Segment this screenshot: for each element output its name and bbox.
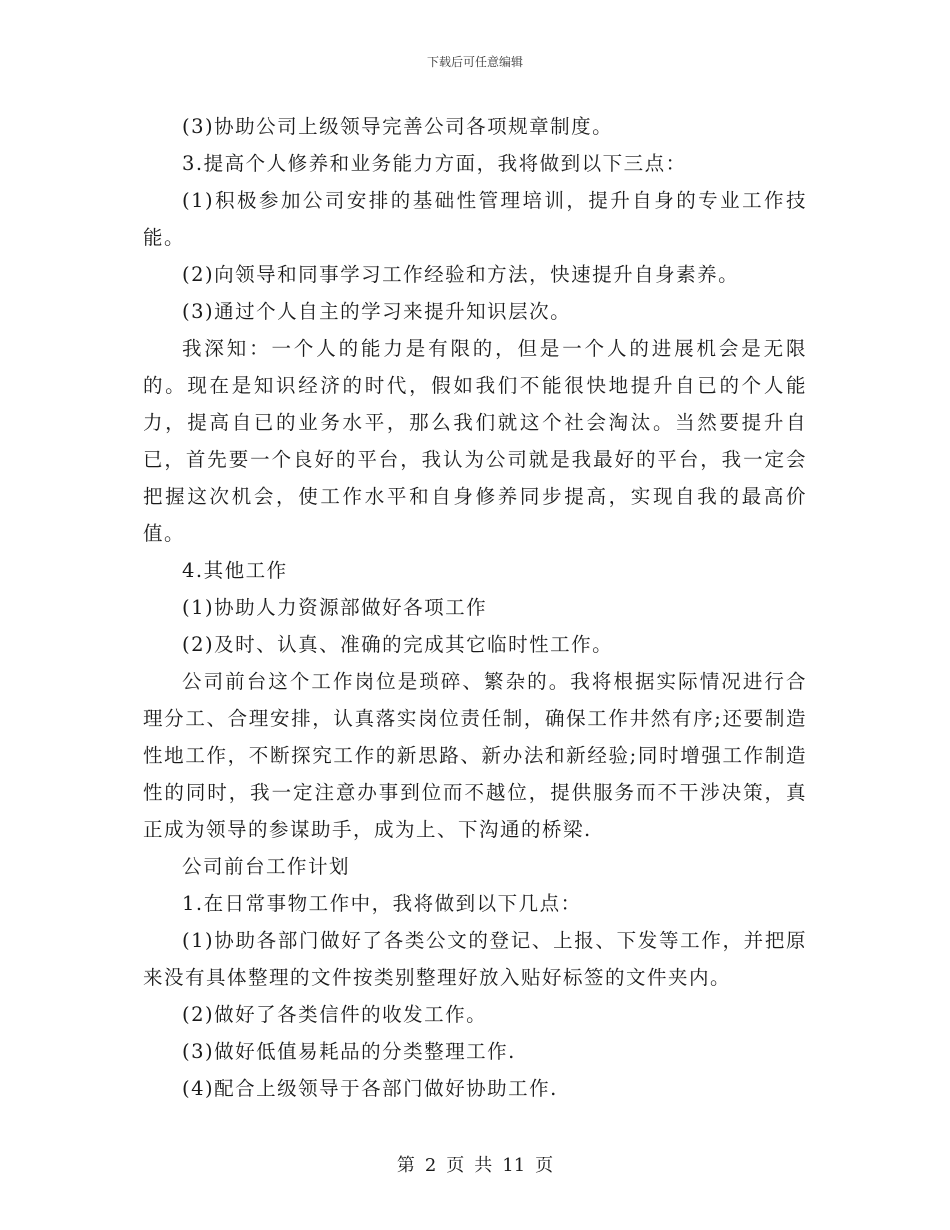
footer-total-pages: 11 xyxy=(502,1155,526,1176)
footer-label-page: 第 xyxy=(396,1155,415,1176)
paragraph: (3)协助公司上级领导完善公司各项规章制度。 xyxy=(182,115,614,138)
paragraph: (2)向领导和同事学习工作经验和方法，快速提升自身素养。 xyxy=(182,263,740,286)
paragraph: (1)协助人力资源部做好各项工作 xyxy=(182,596,488,619)
paragraph: 公司前台工作计划 xyxy=(182,855,351,878)
paragraph: (1)积极参加公司安排的基础性管理培训，提升自身的专业工作技能。 xyxy=(143,189,807,249)
page-header: 下载后可任意编辑 xyxy=(426,55,523,69)
paragraph: 1.在日常事物工作中，我将做到以下几点： xyxy=(182,892,582,915)
paragraph: (1)协助各部门做好了各类公文的登记、上报、下发等工作，并把原来没有具体整理的文件按类别整理好放入贴好标签的文件夹内。 xyxy=(143,929,807,989)
paragraph: (3)通过个人自主的学习来提升知识层次。 xyxy=(182,300,572,323)
footer-current-page: 2 xyxy=(424,1155,437,1176)
paragraph: (2)及时、认真、准确的完成其它临时性工作。 xyxy=(182,633,614,656)
footer-label-total-unit: 页 xyxy=(535,1155,554,1176)
document-body xyxy=(143,108,807,1107)
paragraph: 3.提高个人修养和业务能力方面，我将做到以下三点： xyxy=(182,152,687,175)
paragraph: (2)做好了各类信件的收发工作。 xyxy=(182,1003,488,1026)
paragraph: 我深知：一个人的能力是有限的，但是一个人的进展机会是无限的。现在是知识经济的时代，假如我们不能很快地提升自已的个人能力，提高自已的业务水平，那么我们就这个社会淘汰。当然要提升自已，首先要一个良好的平台，我认为公司就是我最好的平台，我一定会把握这次机会，使工作水平和自身修养同步提高，实现自我的最高价值。 xyxy=(143,337,807,545)
footer-label-total: 共 xyxy=(474,1155,493,1176)
paragraph: 公司前台这个工作岗位是琐碎、繁杂的。我将根据实际情况进行合理分工、合理安排，认真落实岗位责任制，确保工作井然有序;还要制造性地工作，不断探究工作的新思路、新办法和新经验;同时增强工作制造性的同时，我一定注意办事到位而不越位，提供服务而不干涉决策，真正成为领导的参谋助手，成为上、下沟通的桥梁. xyxy=(143,670,807,841)
footer-label-page-unit: 页 xyxy=(446,1155,465,1176)
paragraph: 4.其他工作 xyxy=(182,559,288,582)
page-footer xyxy=(0,1154,950,1178)
paragraph: (4)配合上级领导于各部门做好协助工作. xyxy=(182,1077,558,1100)
paragraph: (3)做好低值易耗品的分类整理工作. xyxy=(182,1040,516,1063)
